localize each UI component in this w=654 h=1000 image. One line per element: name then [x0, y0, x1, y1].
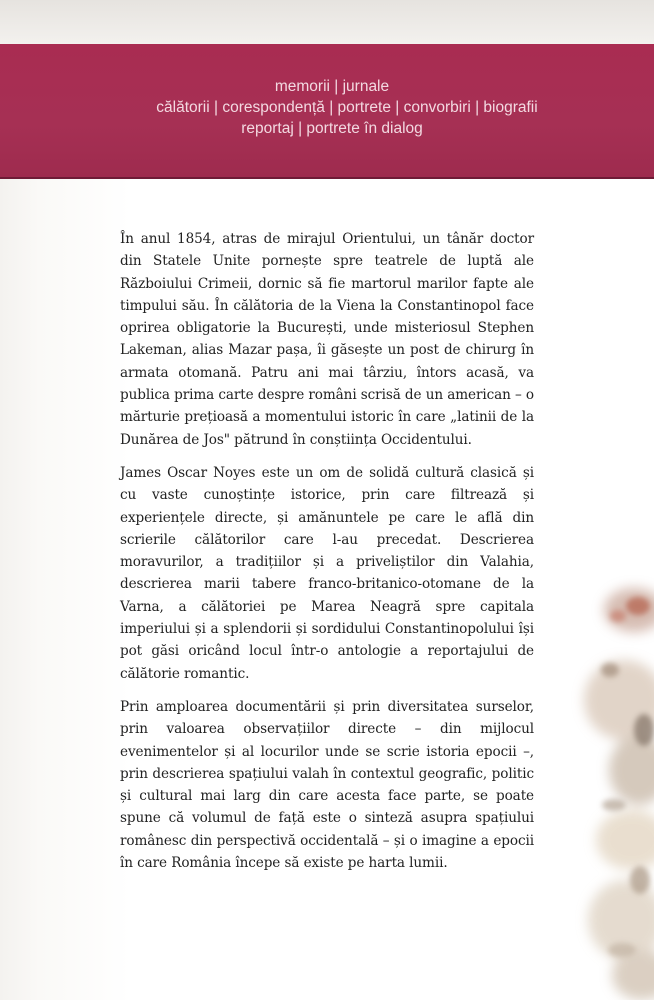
collection-categories	[0, 76, 654, 139]
banner-line-3: reportaj | portrete în dialog	[241, 120, 423, 137]
blurb-paragraph-3: Prin amploarea documentării și prin diversitatea surselor, prin valoarea observațiilor directe – din mijlocul evenimentelor și al locurilor unde se scrie istoria epocii –, prin descrierea spațiului valah în contextul geografic, politic și cultural mai larg din care acesta face parte, se poate spune că volumul de față este o sinteză asupra spațiului românesc din perspectivă occidentală – și o imagine a epocii în care România începe să existe pe harta lumii.	[120, 698, 534, 872]
top-margin	[0, 0, 654, 44]
blurb-paragraph-2: James Oscar Noyes este un om de solidă cultură clasică și cu vaste cunoștințe istorice, prin care filtrează și experiențele directe, și amănuntele pe care le află din scrierile călătorilor care l-au precedat. Descrierea moravurilor, a tradițiilor și a priveliștilor din Valahia, descrierea marii tabere franco-britanico-otomane de la Varna, a călătoriei pe Marea Neagră spre capitala imperiului și a splendorii și sordidului Constantinopolului își pot găsi oricând locul într-o antologie a reportajului de călătorie romantic.	[120, 464, 534, 682]
collection-banner	[0, 44, 654, 179]
blurb-text	[120, 228, 534, 885]
watercolor-illustration	[514, 520, 654, 1000]
banner-line-2: călătorii | corespondență | portrete | convorbiri | biografii	[156, 99, 538, 116]
banner-line-1: memorii | jurnale	[274, 78, 390, 95]
blurb-paragraph-1: În anul 1854, atras de mirajul Orientului, un tânăr doctor din Statele Unite pornește spre teatrele de luptă ale Războiului Crimeii, dornic să fie martorul marilor fapte ale timpului său. În călătoria de la Viena la Constantinopol face oprirea obligatorie la București, unde misteriosul Stephen Lakeman, alias Mazar pașa, îi găsește un post de chirurg în armata otomană. Patru ani mai târziu, întors acasă, va publica prima carte despre români scrisă de un american – o mărturie prețioasă a momentului istoric în care „latinii de la Dunărea de Jos" pătrund în conștiința Occidentului.	[120, 231, 535, 448]
